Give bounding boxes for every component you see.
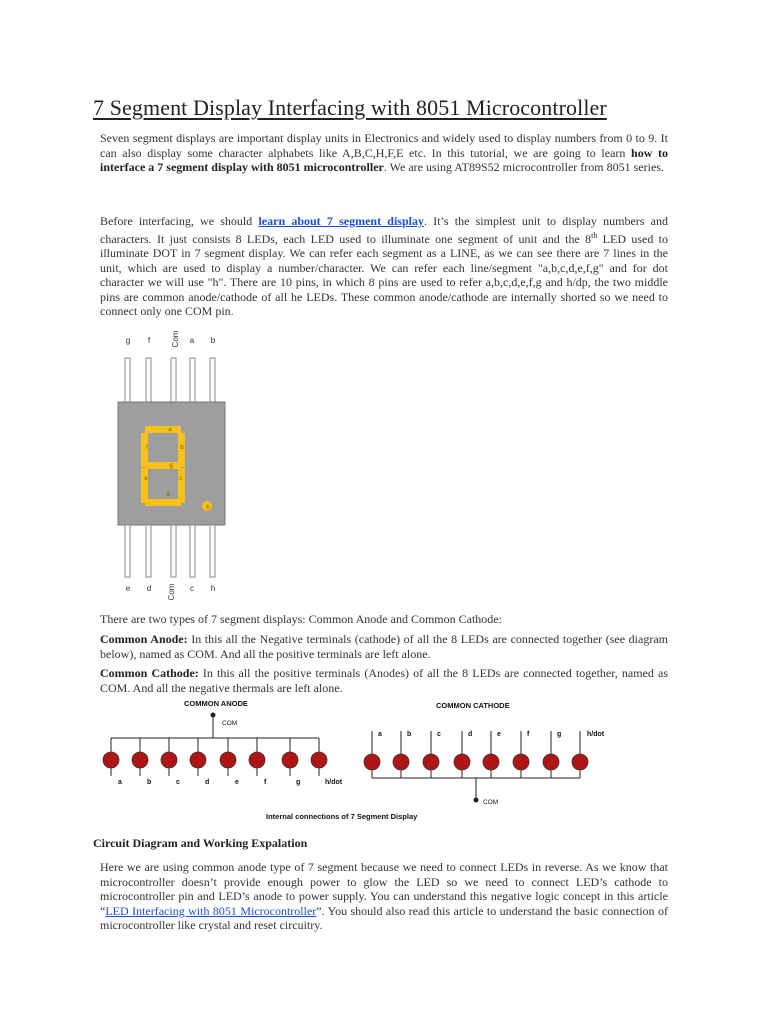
circuit-heading: Circuit Diagram and Working Expalation bbox=[93, 836, 308, 850]
cathode-pin-label: h/dot bbox=[587, 731, 605, 738]
cathode-pin-label: g bbox=[557, 731, 562, 738]
common-anode-label: Common Anode: bbox=[100, 632, 188, 646]
common-anode-paragraph bbox=[100, 632, 668, 661]
circuit-paragraph bbox=[100, 860, 668, 933]
types-intro-text: There are two types of 7 segment displays: Common Anode and Common Cathode: bbox=[100, 612, 502, 626]
common-cathode-text: In this all the positive terminals (Anodes) of all the 8 LEDs are connected together, named as COM. And all the negative thermals are left alone. bbox=[100, 666, 668, 695]
segment-label: g bbox=[169, 463, 173, 469]
learn-7-segment-link[interactable]: learn about 7 segment display bbox=[258, 214, 424, 228]
common-anode-text: In this all the Negative terminals (cathode) of all the 8 LEDs are connected together (see diagram below), named as COM. And all the positive terminals are left alone. bbox=[100, 632, 668, 661]
anode-pin-label: d bbox=[205, 779, 210, 786]
bottom-pin-label: Com bbox=[167, 583, 176, 601]
page-title: 7 Segment Display Interfacing with 8051 Microcontroller bbox=[93, 95, 607, 120]
cathode-pin-label: c bbox=[437, 731, 441, 738]
segment-label: a bbox=[168, 427, 172, 433]
bottom-pin-label: h bbox=[210, 584, 216, 593]
top-pin-label: Com bbox=[171, 330, 180, 348]
segment-label: f bbox=[146, 445, 148, 451]
cathode-pin-label: d bbox=[468, 731, 473, 738]
bottom-pin-label: e bbox=[125, 584, 131, 593]
circuit-text-1: Here we are using common anode type of 7 segment because we need to connect LEDs in reverse. As we know that microcontroller doesn’t provide enough power to glow the LED so we need to connect LED’s cathode to microcontroller pin and LED’s anode to power supply. You can understand this negative logic concept in this article “ bbox=[100, 860, 668, 918]
cathode-pin-label: f bbox=[527, 731, 530, 738]
before-text-3: LED used to illuminate DOT in 7 segment display. We can refer each segment as a LINE, as we can see there are 7 lines in the unit, which are used to display a number/character. We can refer each line/segment "a,b,c,d,e,f,g" and for dot character we will use "h". There are 10 pins, in which 8 pins are used to refer a,b,c,d,e,f,g and h/dp, the two middle pins are common anode/cathode of all he LEDs. These common anode/cathode are internally shorted so we need to connect only one COM pin. bbox=[100, 231, 668, 318]
before-sup: th bbox=[591, 230, 598, 240]
intro-text-1: Seven segment displays are important display units in Electronics and widely used to display numbers from 0 to 9. It can also display some character alphabets like A,B,C,H,F,E etc. In this tutorial, we are going to learn bbox=[100, 131, 668, 160]
seven-segment-display-figure bbox=[110, 322, 240, 606]
anode-pin-label: a bbox=[118, 779, 122, 786]
figure-caption: Internal connections of 7 Segment Display bbox=[266, 812, 418, 821]
segment-label: d bbox=[166, 492, 170, 498]
common-anode-title: COMMON ANODE bbox=[184, 699, 248, 708]
cathode-pin-label: a bbox=[378, 731, 382, 738]
before-text-1: Before interfacing, we should bbox=[100, 214, 259, 228]
segment-label: b bbox=[180, 445, 184, 451]
intro-text-2: . We are using AT89S52 microcontroller from 8051 series. bbox=[383, 160, 664, 174]
bottom-pins bbox=[125, 525, 215, 577]
before-text-2: . It’s the simplest unit to display numbers and characters. It just consists 8 LEDs, each LED used to illuminate one segment of unit and the 8 bbox=[100, 214, 668, 246]
top-pin-label: a bbox=[189, 336, 195, 345]
segment-label: e bbox=[144, 476, 148, 482]
cathode-leds bbox=[364, 754, 588, 770]
anode-com-label: COM bbox=[222, 720, 238, 727]
anode-pin-label: c bbox=[176, 779, 180, 786]
cathode-com-label: COM bbox=[483, 799, 499, 806]
anode-pin-label: b bbox=[147, 779, 152, 786]
top-pin-label: g bbox=[125, 336, 131, 345]
anode-pin-labels bbox=[118, 779, 343, 786]
top-pin-label: b bbox=[210, 336, 216, 345]
anode-pin-label: h/dot bbox=[325, 779, 343, 786]
circuit-text-2: ”. You should also read this article to understand the basic connection of microcontroller like crystal and reset circuitry. bbox=[100, 903, 668, 932]
led-interfacing-link[interactable]: LED Interfacing with 8051 Microcontroller bbox=[105, 903, 317, 918]
internal-connections-figure bbox=[96, 694, 676, 824]
common-cathode-title: COMMON CATHODE bbox=[436, 701, 510, 710]
common-cathode-paragraph bbox=[100, 666, 668, 695]
anode-pin-label: f bbox=[264, 779, 267, 786]
intro-bold-text: how to interface a 7 segment display with 8051 microcontroller bbox=[100, 145, 669, 174]
segment-label: c bbox=[179, 476, 183, 482]
anode-pin-label: e bbox=[235, 779, 239, 786]
top-pin-label: f bbox=[147, 336, 151, 345]
common-cathode-label: Common Cathode: bbox=[100, 666, 199, 680]
bottom-pin-label: d bbox=[146, 584, 152, 593]
cathode-pin-label: e bbox=[497, 731, 501, 738]
segment-label: h bbox=[206, 505, 210, 511]
intro-paragraph bbox=[100, 131, 668, 175]
cathode-pin-label: b bbox=[407, 731, 412, 738]
anode-pin-label: g bbox=[296, 779, 301, 786]
anode-leds bbox=[103, 752, 327, 768]
top-pins bbox=[125, 358, 215, 402]
before-interfacing-paragraph bbox=[100, 214, 668, 319]
bottom-pin-label: c bbox=[190, 584, 194, 593]
